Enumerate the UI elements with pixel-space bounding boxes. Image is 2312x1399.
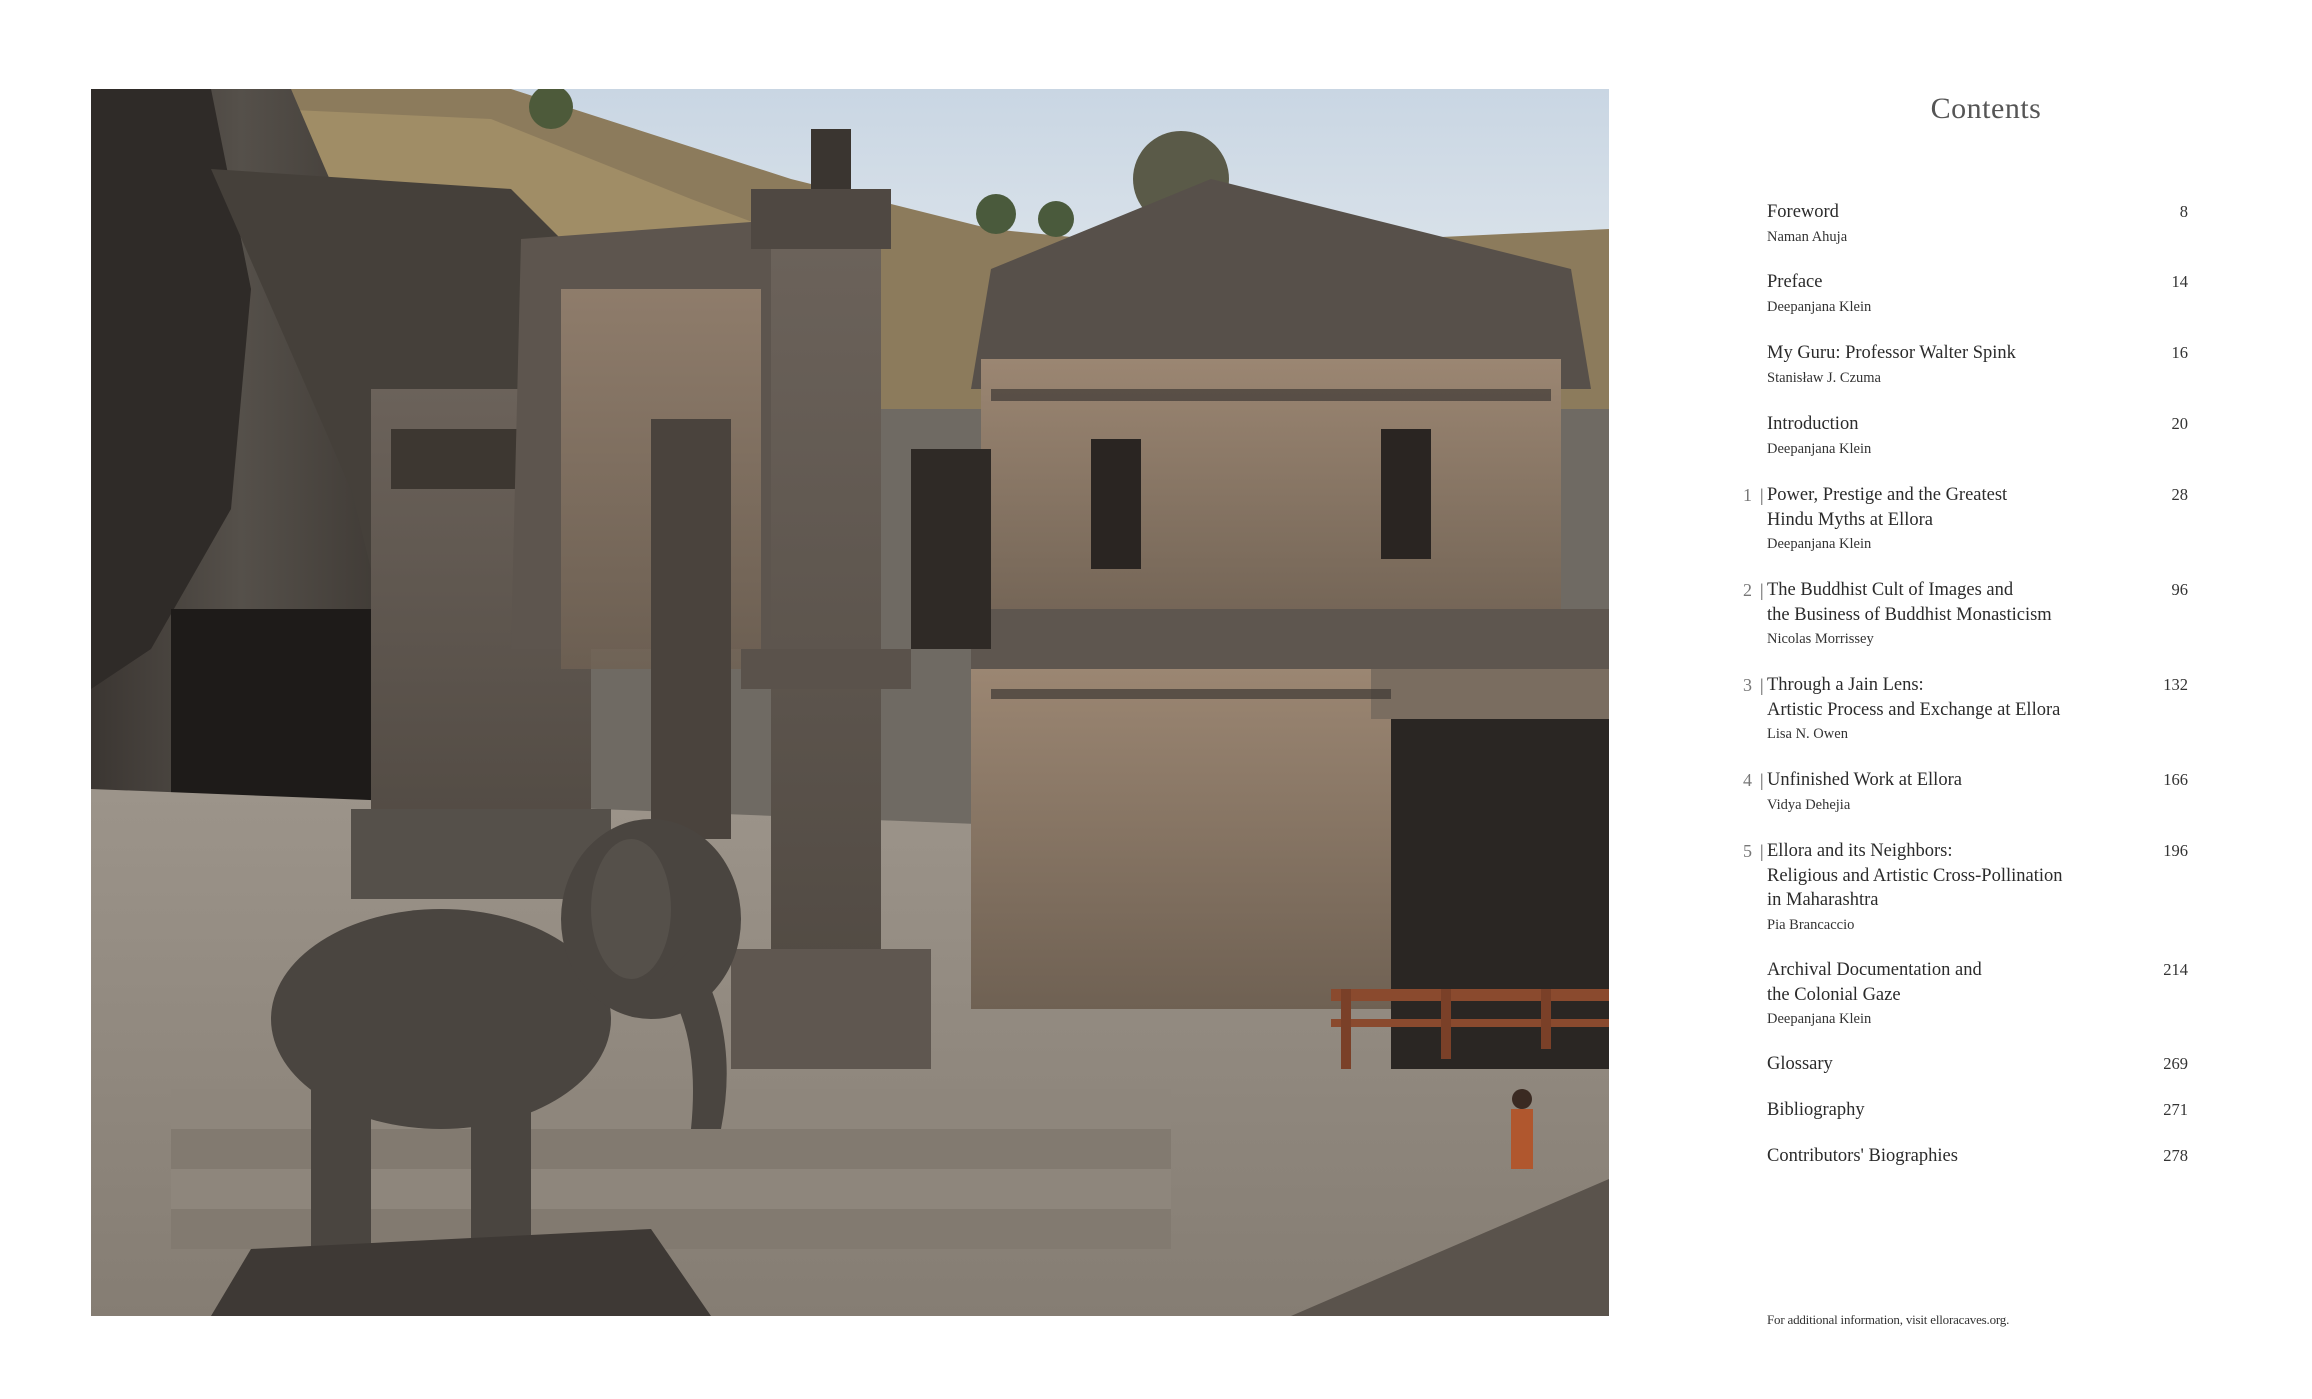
entry-title: Hindu Myths at Ellora bbox=[1767, 509, 1933, 530]
page-number: 20 bbox=[2171, 414, 2188, 433]
toc-entry-body bbox=[1767, 839, 2127, 937]
toc-entry-body bbox=[1767, 578, 2127, 651]
page-title: Contents bbox=[1930, 92, 2042, 125]
toc-entry-body bbox=[1767, 1144, 2127, 1169]
page-number: 14 bbox=[2171, 272, 2188, 291]
page-number: 269 bbox=[2163, 1054, 2188, 1073]
toc-entry-body bbox=[1767, 1052, 2127, 1077]
entry-title: Foreword bbox=[1767, 202, 1839, 222]
toc-entry-body bbox=[1767, 1098, 2127, 1123]
page-number: 16 bbox=[2171, 343, 2188, 362]
page-number: 8 bbox=[2179, 202, 2188, 221]
entry-author: Nicolas Morrissey bbox=[1767, 631, 1874, 647]
page-number: 278 bbox=[2163, 1146, 2188, 1165]
chapter-separator: | bbox=[1760, 675, 1764, 695]
toc-entry-body bbox=[1767, 483, 2127, 556]
chapter-separator: | bbox=[1760, 580, 1764, 600]
entry-author: Pia Brancaccio bbox=[1767, 916, 1855, 933]
chapter-number: 2 bbox=[1743, 580, 1752, 600]
toc-entry-body bbox=[1767, 270, 2127, 319]
page-number: 214 bbox=[2163, 960, 2188, 979]
entry-title: Bibliography bbox=[1767, 1100, 1865, 1120]
entry-title: The Buddhist Cult of Images and bbox=[1767, 580, 2014, 600]
entry-title: the Colonial Gaze bbox=[1767, 984, 1901, 1005]
chapter-number: 1 bbox=[1743, 485, 1752, 505]
chapter-number: 3 bbox=[1743, 675, 1752, 695]
entry-author: Deepanjana Klein bbox=[1767, 536, 1872, 552]
entry-author: Stanisław J. Czuma bbox=[1767, 369, 1881, 386]
toc-entry-body bbox=[1767, 768, 2127, 817]
page-number: 196 bbox=[2163, 841, 2188, 860]
entry-title: Artistic Process and Exchange at Ellora bbox=[1767, 699, 2061, 720]
toc-entry-body bbox=[1767, 958, 2127, 1031]
chapter-number: 5 bbox=[1743, 841, 1752, 861]
toc-entry-body bbox=[1767, 673, 2127, 746]
entry-title: Archival Documentation and bbox=[1767, 960, 1982, 980]
entry-title: My Guru: Professor Walter Spink bbox=[1767, 343, 2016, 363]
page-number: 132 bbox=[2163, 675, 2188, 694]
entry-author: Lisa N. Owen bbox=[1767, 726, 1848, 742]
entry-title: Ellora and its Neighbors: bbox=[1767, 841, 1953, 861]
entry-author: Vidya Dehejia bbox=[1767, 796, 1851, 813]
page-number: 96 bbox=[2171, 580, 2188, 599]
entry-author: Naman Ahuja bbox=[1767, 228, 1848, 245]
entry-title: Preface bbox=[1767, 272, 1823, 292]
toc-entry-body bbox=[1767, 412, 2127, 461]
entry-title: Religious and Artistic Cross-Pollination bbox=[1767, 865, 2063, 886]
page-number: 28 bbox=[2171, 485, 2188, 504]
chapter-separator: | bbox=[1760, 770, 1764, 790]
entry-author: Deepanjana Klein bbox=[1767, 1011, 1872, 1027]
entry-title: the Business of Buddhist Monasticism bbox=[1767, 604, 2052, 625]
entry-title: in Maharashtra bbox=[1767, 890, 1879, 910]
chapter-separator: | bbox=[1760, 841, 1764, 861]
toc-entry-body bbox=[1767, 200, 2127, 249]
entry-title: Contributors' Biographies bbox=[1767, 1146, 1958, 1166]
entry-title: Through a Jain Lens: bbox=[1767, 675, 1924, 695]
page-number: 166 bbox=[2163, 770, 2188, 789]
chapter-number: 4 bbox=[1743, 770, 1752, 790]
entry-title: Glossary bbox=[1767, 1054, 1833, 1074]
temple-photograph-icon bbox=[91, 89, 1609, 1316]
entry-title: Unfinished Work at Ellora bbox=[1767, 770, 1962, 790]
entry-author: Deepanjana Klein bbox=[1767, 440, 1872, 457]
entry-author: Deepanjana Klein bbox=[1767, 298, 1872, 315]
chapter-separator: | bbox=[1760, 485, 1764, 505]
temple-photograph bbox=[91, 89, 1609, 1316]
entry-title: Power, Prestige and the Greatest bbox=[1767, 485, 2008, 505]
toc-entry-body bbox=[1767, 341, 2127, 390]
footer-note: For additional information, visit elloracaves.org. bbox=[1767, 1312, 2010, 1327]
entry-title: Introduction bbox=[1767, 414, 1859, 434]
page-number: 271 bbox=[2163, 1100, 2188, 1119]
